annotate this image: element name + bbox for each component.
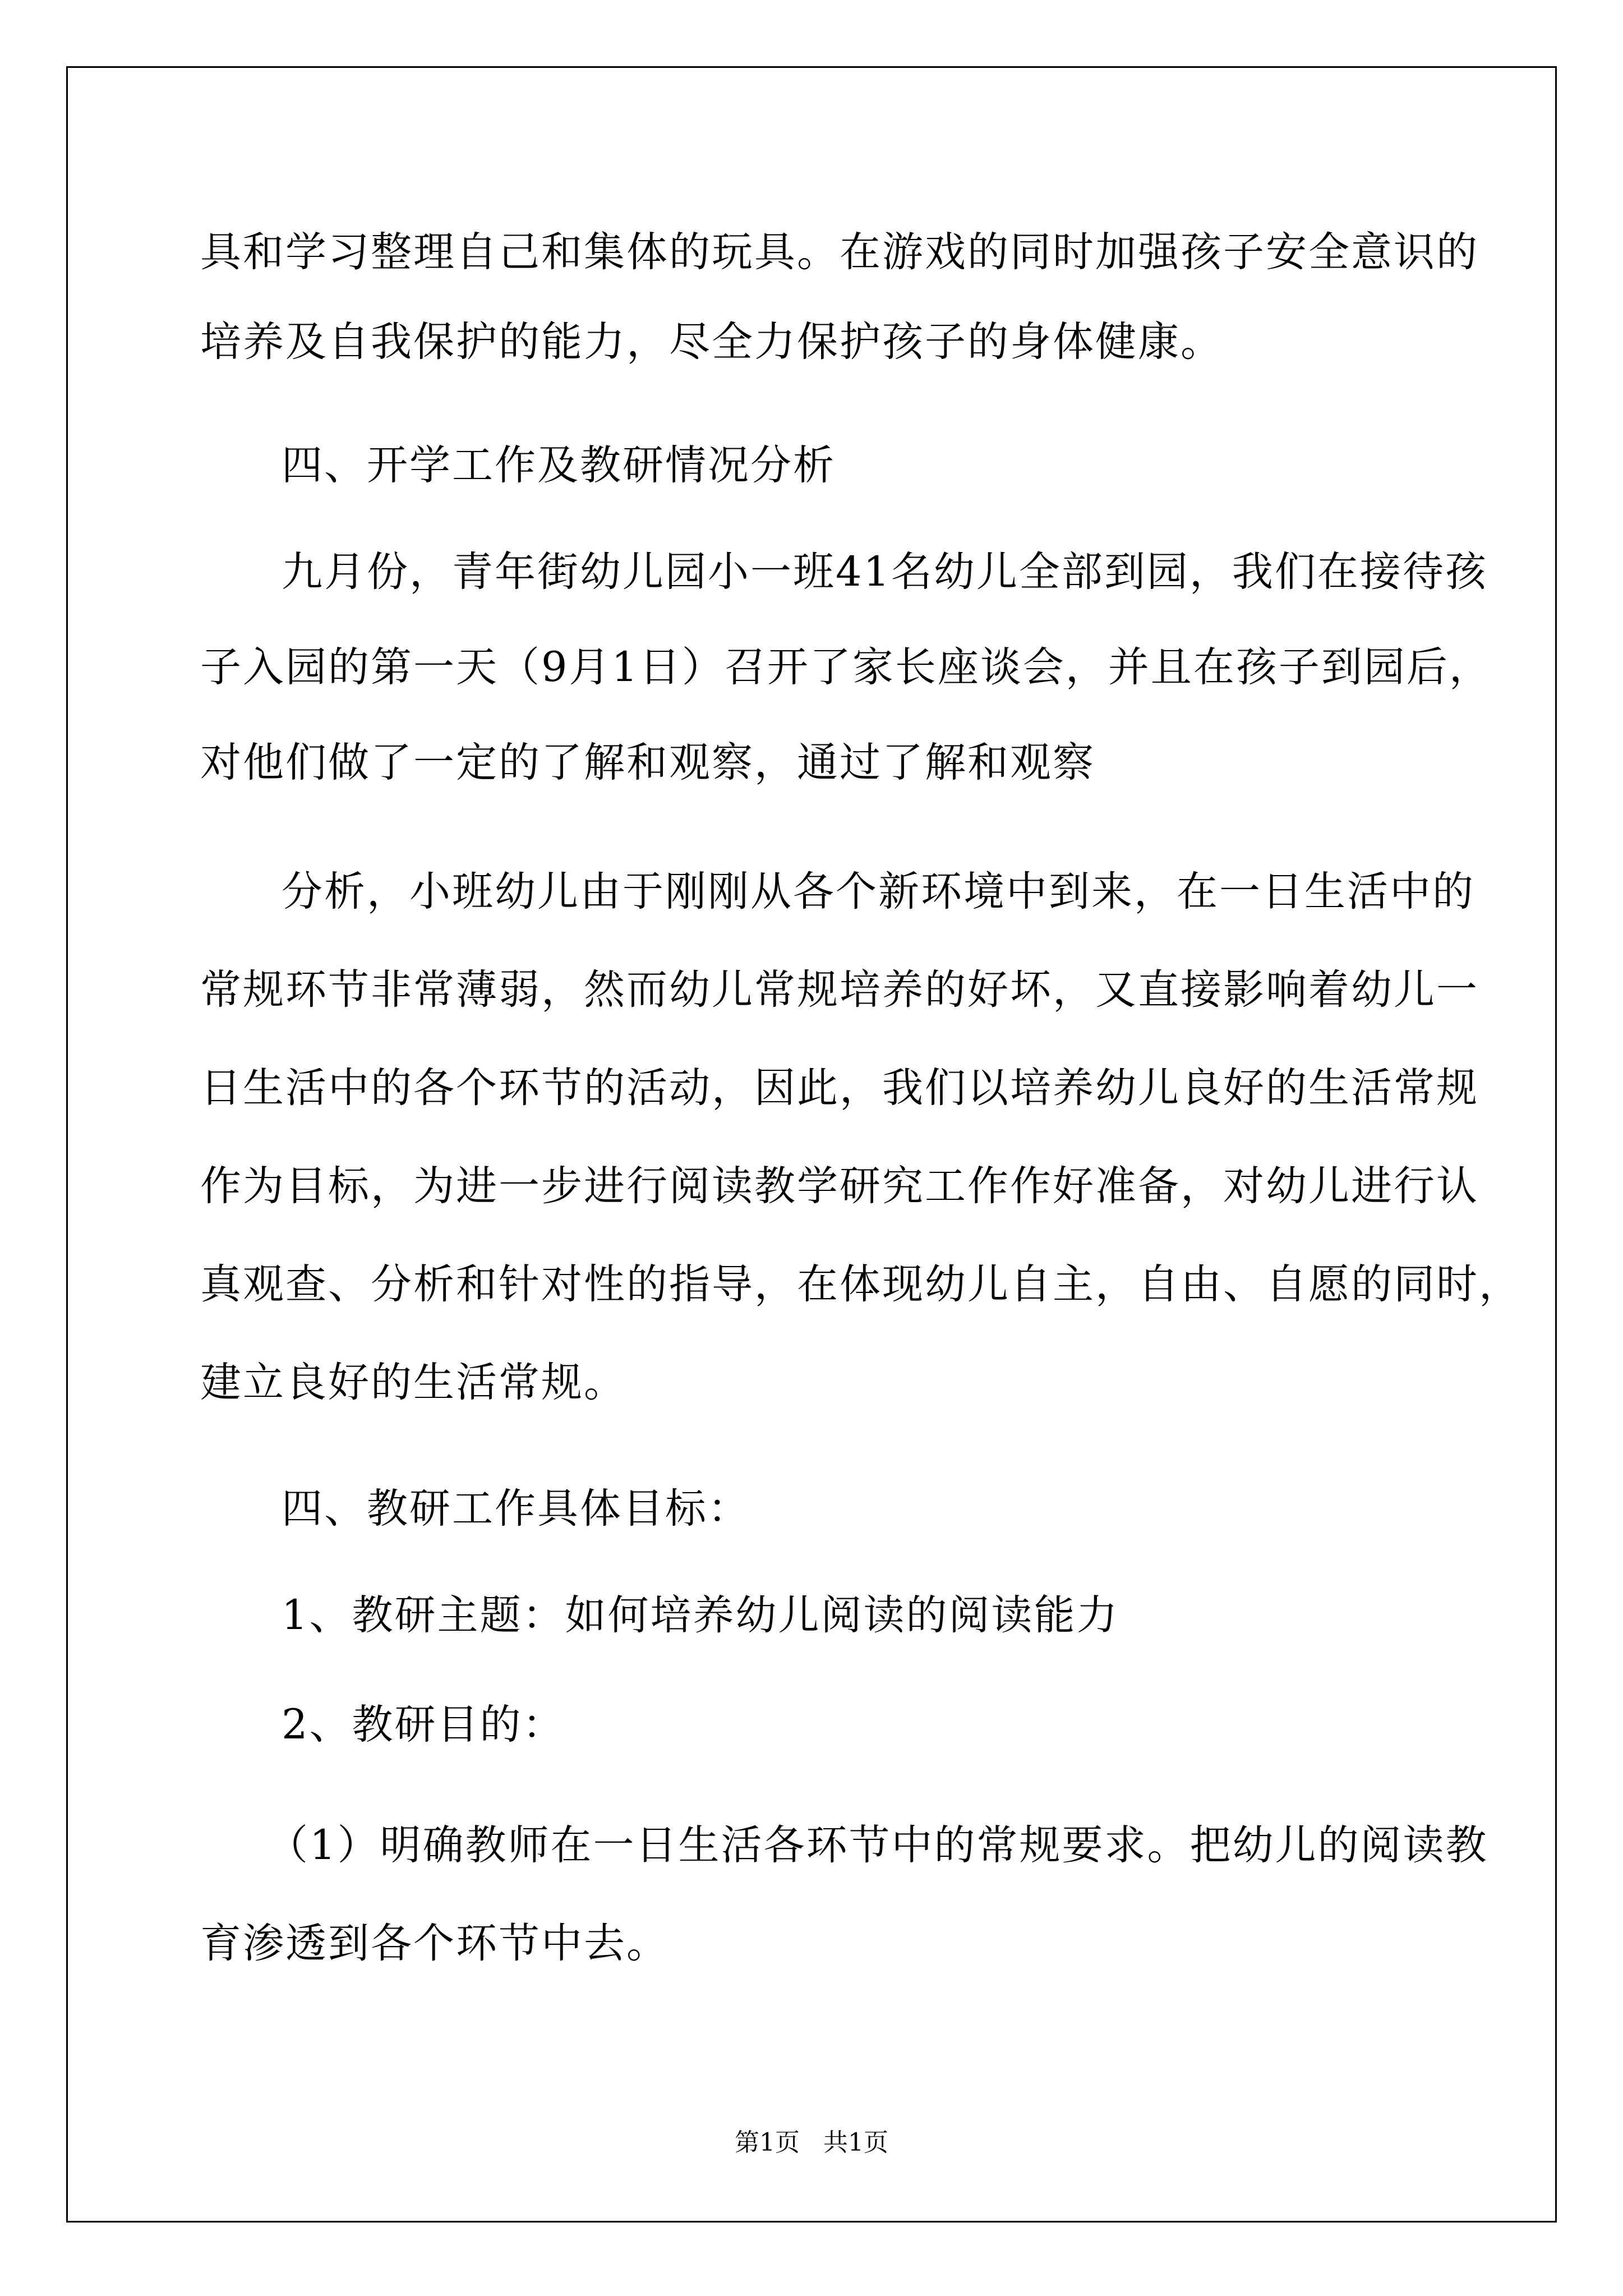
body-line: 建立良好的生活常规。 [200,1359,626,1406]
body-line: 子入园的第一天（9月1日）召开了家长座谈会，并且在孩子到园后， [200,643,1492,691]
body-line: 九月份，青年街幼儿园小一班41名幼儿全部到园，我们在接待孩 [282,548,1488,596]
body-line: 日生活中的各个环节的活动，因此，我们以培养幼儿良好的生活常规 [200,1064,1479,1112]
section-heading: 四、教研工作具体目标： [282,1485,750,1533]
body-line: 常规环节非常薄弱，然而幼儿常规培养的好坏，又直接影响着幼儿一 [200,966,1479,1014]
body-line: 1、教研主题：如何培养幼儿阅读的阅读能力 [282,1591,1119,1639]
body-line: 对他们做了一定的了解和观察，通过了解和观察 [200,739,1095,786]
body-line: （1）明确教师在一日生活各环节中的常规要求。把幼儿的阅读教 [267,1821,1488,1869]
body-line: 培养及自我保护的能力，尽全力保护孩子的身体健康。 [200,318,1223,366]
body-line: 具和学习整理自己和集体的玩具。在游戏的同时加强孩子安全意识的 [200,228,1479,276]
page-border [66,66,1557,2223]
body-line: 育渗透到各个环节中去。 [200,1920,669,1967]
body-line: 2、教研目的： [282,1701,565,1749]
body-line: 作为目标，为进一步进行阅读教学研究工作作好准备，对幼儿进行认 [200,1162,1479,1210]
body-line: 分析，小班幼儿由于刚刚从各个新环境中到来，在一日生活中的 [282,868,1475,915]
page-footer: 第1页 共1页 [735,2128,888,2157]
body-line: 真观查、分析和针对性的指导，在体现幼儿自主，自由、自愿的同时， [200,1260,1521,1308]
section-heading: 四、开学工作及教研情况分析 [282,441,836,489]
